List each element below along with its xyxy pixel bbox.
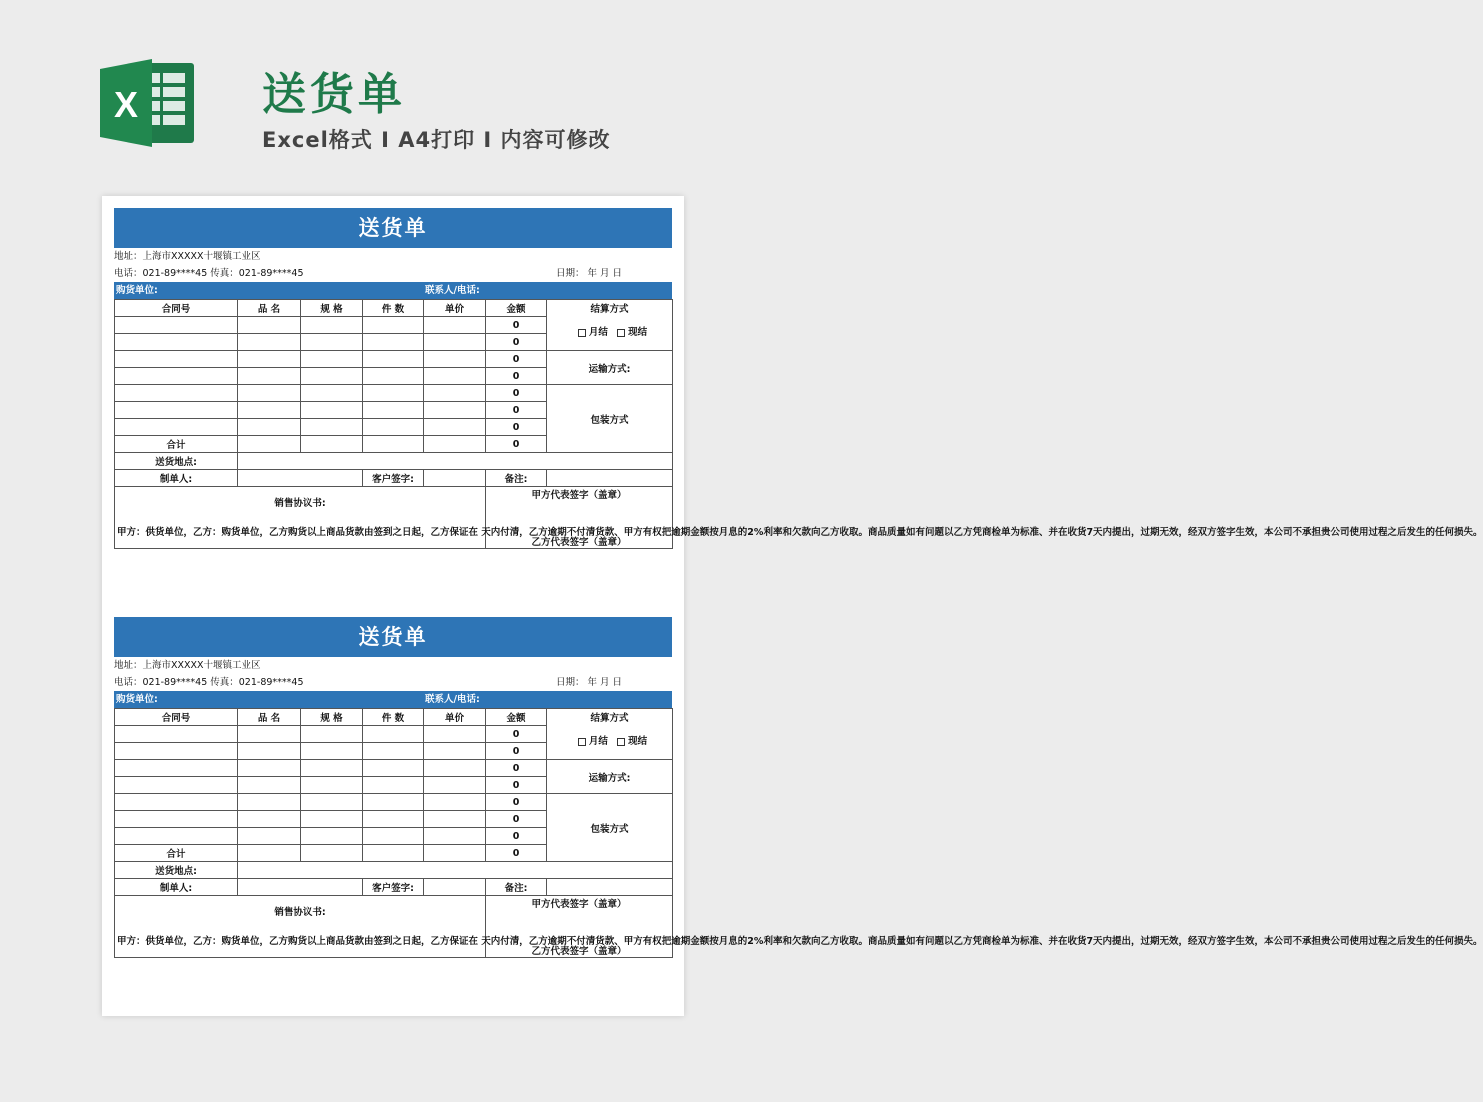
col-unit-price: 单价 <box>424 709 486 726</box>
cash-checkbox[interactable] <box>617 738 625 746</box>
delivery-place-row <box>115 453 673 470</box>
party-a-sign: 甲方代表签字（盖章） <box>531 490 627 501</box>
total-label: 合计 <box>115 845 238 862</box>
date-field[interactable]: 日期： 年 月 日 <box>555 677 622 688</box>
agreement-row <box>115 896 673 958</box>
page-subtitle: Excel格式 I A4打印 I 内容可修改 <box>262 128 611 152</box>
agreement-title: 销售协议书: <box>274 497 326 509</box>
amount-cell: 0 <box>486 794 547 811</box>
amount-cell: 0 <box>486 828 547 845</box>
amount-cell: 0 <box>486 760 547 777</box>
document-page <box>102 196 1483 1016</box>
amount-cell: 0 <box>486 385 547 402</box>
address-line: 地址：上海市XXXXX十堰镇工业区 <box>114 660 261 671</box>
agreement-row <box>115 487 673 549</box>
form-title: 送货单 <box>114 617 672 657</box>
customer-sign-label: 客户签字: <box>363 470 424 487</box>
page-title: 送货单 <box>262 69 406 120</box>
buyer-bar <box>114 691 672 708</box>
settlement-cell <box>547 709 673 760</box>
agreement-text: 甲方：供货单位，乙方：购货单位，乙方购货以上商品货款由签到之日起，乙方保证在 天内付清，乙方逾期不付清货款、甲方有权把逾期金额按月息的2%利率和欠款向乙方收取。商品质量如有问题以乙方凭商检单为标准、并在收货7天内提出，过期无效，经双方签字生效，本公司不承担贵公司使用过程之后发生的任何损失。 <box>117 935 1483 947</box>
goods-table <box>114 708 1483 958</box>
party-signature-cell[interactable] <box>486 896 673 958</box>
date-field[interactable]: 日期： 年 月 日 <box>555 268 622 279</box>
total-label: 合计 <box>115 436 238 453</box>
table-row <box>115 794 673 811</box>
signature-row <box>115 470 673 487</box>
agreement-text: 甲方：供货单位，乙方：购货单位，乙方购货以上商品货款由签到之日起，乙方保证在 天内付清，乙方逾期不付清货款、甲方有权把逾期金额按月息的2%利率和欠款向乙方收取。商品质量如有问题以乙方凭商检单为标准、并在收货7天内提出，过期无效，经双方签字生效，本公司不承担贵公司使用过程之后发生的任何损失。 <box>117 526 1483 538</box>
col-amount: 金额 <box>486 300 547 317</box>
remark-field[interactable] <box>547 470 673 487</box>
monthly-checkbox[interactable] <box>578 329 586 337</box>
table-row <box>115 351 673 368</box>
amount-cell: 0 <box>486 419 547 436</box>
party-b-sign: 乙方代表签字（盖章） <box>531 537 627 548</box>
remark-label: 备注: <box>486 879 547 896</box>
col-product-name: 品 名 <box>238 709 301 726</box>
table-row <box>115 760 673 777</box>
transport-cell[interactable]: 运输方式: <box>547 760 673 794</box>
maker-field[interactable] <box>238 879 363 896</box>
header <box>0 0 780 195</box>
delivery-place-field[interactable] <box>238 453 673 470</box>
amount-cell: 0 <box>486 811 547 828</box>
svg-text:X: X <box>113 84 139 125</box>
customer-sign-field[interactable] <box>424 879 486 896</box>
delivery-form-1 <box>114 208 1483 549</box>
agreement-title: 销售协议书: <box>274 906 326 918</box>
customer-sign-label: 客户签字: <box>363 879 424 896</box>
amount-cell: 0 <box>486 351 547 368</box>
party-a-sign: 甲方代表签字（盖章） <box>531 899 627 910</box>
total-value: 0 <box>486 436 547 453</box>
settlement-cell <box>547 300 673 351</box>
packaging-cell[interactable]: 包装方式 <box>547 794 673 862</box>
party-b-sign: 乙方代表签字（盖章） <box>531 946 627 957</box>
goods-table <box>114 299 1483 549</box>
delivery-place-label: 送货地点: <box>115 862 238 879</box>
phone-line: 电话：021-89****45 传真：021-89****45 日期： 年 月 日 <box>114 674 672 691</box>
settlement-options: 月结 现结 <box>549 324 670 338</box>
delivery-place-label: 送货地点: <box>115 453 238 470</box>
form-title: 送货单 <box>114 208 672 248</box>
settlement-options: 月结 现结 <box>549 733 670 747</box>
transport-cell[interactable]: 运输方式: <box>547 351 673 385</box>
settlement-label: 结算方式 <box>590 304 629 315</box>
settlement-label: 结算方式 <box>590 713 629 724</box>
col-unit-price: 单价 <box>424 300 486 317</box>
col-spec: 规 格 <box>301 709 363 726</box>
col-quantity: 件 数 <box>363 709 424 726</box>
table-header-row <box>115 709 673 726</box>
col-spec: 规 格 <box>301 300 363 317</box>
amount-cell: 0 <box>486 743 547 760</box>
monthly-checkbox[interactable] <box>578 738 586 746</box>
amount-cell: 0 <box>486 726 547 743</box>
amount-cell: 0 <box>486 402 547 419</box>
col-contract-no: 合同号 <box>115 300 238 317</box>
table-header-row <box>115 300 673 317</box>
delivery-place-field[interactable] <box>238 862 673 879</box>
cash-checkbox[interactable] <box>617 329 625 337</box>
amount-cell: 0 <box>486 368 547 385</box>
excel-logo-icon <box>100 55 200 150</box>
amount-cell: 0 <box>486 334 547 351</box>
delivery-place-row <box>115 862 673 879</box>
remark-label: 备注: <box>486 470 547 487</box>
customer-sign-field[interactable] <box>424 470 486 487</box>
table-row <box>115 385 673 402</box>
buyer-bar <box>114 282 672 299</box>
signature-row <box>115 879 673 896</box>
contact-label[interactable]: 联系人/电话: <box>425 285 480 296</box>
address-line: 地址：上海市XXXXX十堰镇工业区 <box>114 251 261 262</box>
maker-field[interactable] <box>238 470 363 487</box>
col-amount: 金额 <box>486 709 547 726</box>
col-quantity: 件 数 <box>363 300 424 317</box>
buyer-label[interactable]: 购货单位: <box>116 694 158 705</box>
maker-label: 制单人: <box>115 470 238 487</box>
col-product-name: 品 名 <box>238 300 301 317</box>
party-signature-cell[interactable] <box>486 487 673 549</box>
delivery-form-2 <box>114 617 1483 958</box>
total-value: 0 <box>486 845 547 862</box>
maker-label: 制单人: <box>115 879 238 896</box>
buyer-label[interactable]: 购货单位: <box>116 285 158 296</box>
remark-field[interactable] <box>547 879 673 896</box>
contact-label[interactable]: 联系人/电话: <box>425 694 480 705</box>
amount-cell: 0 <box>486 777 547 794</box>
packaging-cell[interactable]: 包装方式 <box>547 385 673 453</box>
col-contract-no: 合同号 <box>115 709 238 726</box>
phone-line: 电话：021-89****45 传真：021-89****45 日期： 年 月 日 <box>114 265 672 282</box>
amount-cell: 0 <box>486 317 547 334</box>
